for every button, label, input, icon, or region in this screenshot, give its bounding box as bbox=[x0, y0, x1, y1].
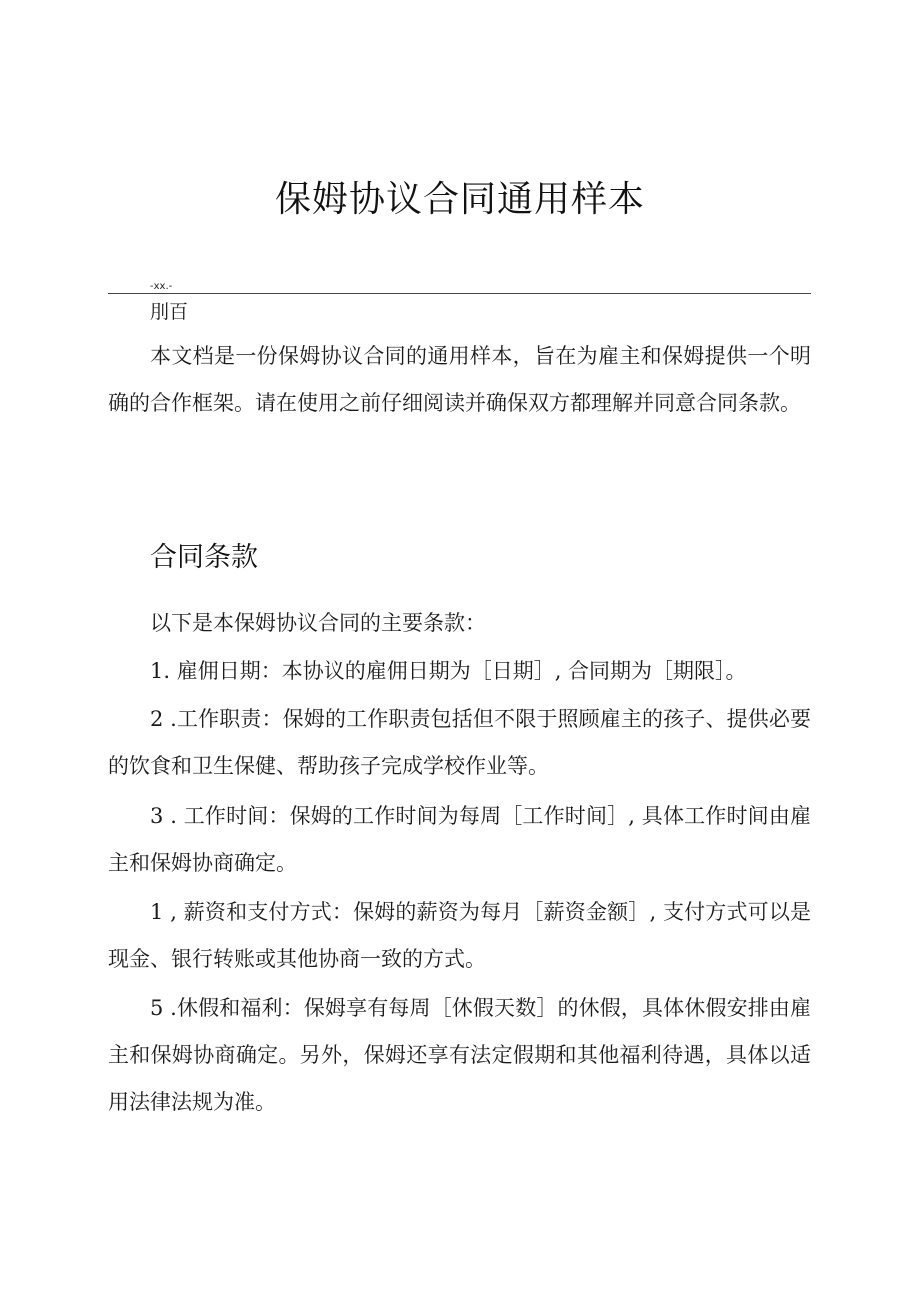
clause-item: 1. 雇佣日期：本协议的雇佣日期为［日期］, 合同期为［期限］。 bbox=[150, 659, 747, 683]
header-rule bbox=[108, 293, 811, 294]
header-mark: -xx.- bbox=[150, 281, 173, 292]
clauses-lead: 以下是本保姆协议合同的主要条款： bbox=[150, 611, 486, 635]
clause-item: 2 .工作职责：保姆的工作职责包括但不限于照顾雇主的孩子、提供必要的饮食和卫生保健、帮助孩子完成学校作业等。 bbox=[108, 707, 811, 778]
clause-item: 5 .休假和福利：保姆享有每周［休假天数］的休假，具体休假安排由雇主和保姆协商确定。另外，保姆还享有法定假期和其他福利待遇，具体以适用法律法规为准。 bbox=[108, 996, 811, 1114]
clause-item: 1 , 薪资和支付方式：保姆的薪资为每月［薪资金额］, 支付方式可以是现金、银行转账或其他协商一致的方式。 bbox=[108, 900, 811, 971]
document-title: 保姆协议合同通用样本 bbox=[274, 179, 645, 220]
preface-label: 刖百 bbox=[150, 301, 189, 323]
intro-paragraph: 本文档是一份保姆协议合同的通用样本，旨在为雇主和保姆提供一个明确的合作框架。请在使用之前仔细阅读并确保双方都理解并同意合同条款。 bbox=[108, 344, 811, 415]
clause-item: 3 . 工作时间：保姆的工作时间为每周［工作时间］, 具体工作时间由雇主和保姆协商确定。 bbox=[108, 804, 811, 875]
section-heading: 合同条款 bbox=[150, 542, 258, 573]
